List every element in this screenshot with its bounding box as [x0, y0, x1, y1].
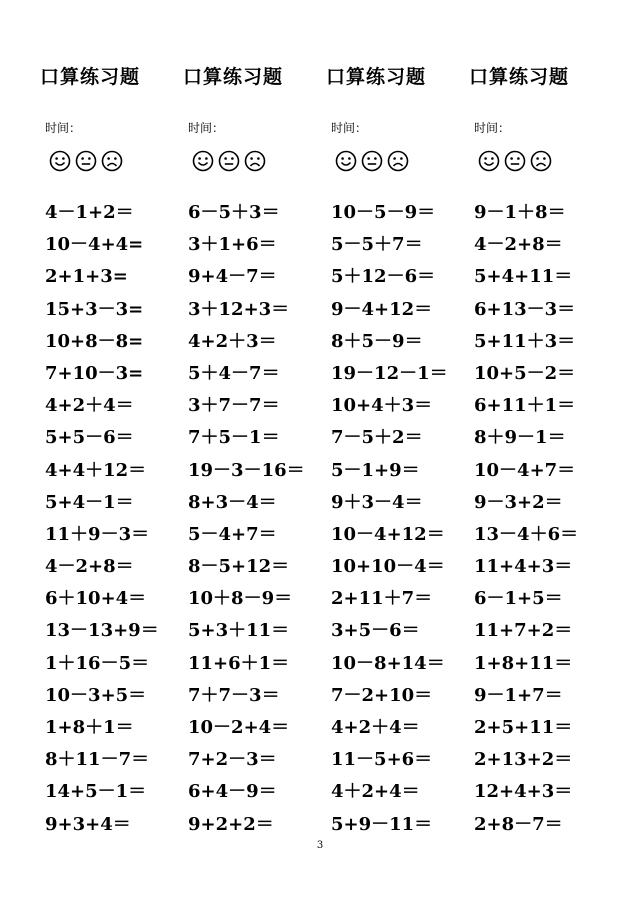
problem-item: 7－2+10＝: [331, 684, 433, 706]
time-label: 时间：: [474, 121, 511, 135]
problem-item: 5+9－11＝: [331, 813, 433, 835]
problem-item: 8＋11－7＝: [45, 749, 150, 771]
neutral-face-icon: [504, 150, 526, 172]
problem-item: 9+2+2＝: [188, 813, 274, 835]
problem-item: 11＋9－3＝: [45, 523, 150, 545]
problem-item: 7+10－3=: [45, 362, 144, 384]
problem-item: 4－2+8＝: [45, 556, 134, 578]
problem-item: 6－5＋3＝: [188, 202, 280, 223]
problem-item: 1＋16－5＝: [45, 652, 150, 674]
mood-faces: [478, 150, 552, 172]
problem-item: 10+10－4＝: [331, 556, 445, 578]
problem-item: 9－4+12＝: [331, 298, 433, 320]
frown-face-icon: [387, 150, 409, 172]
problem-item: 5＋12－6＝: [331, 266, 436, 288]
problem-item: 4+2＋4＝: [331, 717, 420, 738]
problem-item: 2+11＋7＝: [331, 588, 433, 610]
problem-item: 7－5＋2＝: [331, 427, 423, 449]
problem-item: 9－1+7＝: [474, 684, 563, 706]
smile-face-icon: [335, 150, 357, 172]
problem-item: 14+5－1＝: [45, 781, 147, 803]
problem-item: 12+4+3＝: [474, 781, 573, 803]
problem-item: 2+13+2＝: [474, 749, 573, 771]
problem-list: [188, 197, 338, 841]
problem-item: 2+5+11＝: [474, 717, 573, 738]
problem-item: 6＋10+4＝: [45, 588, 147, 610]
problem-item: 4+2＋4＝: [45, 395, 134, 417]
problem-item: 6+11＋1＝: [474, 395, 576, 417]
problem-item: 10－4+7＝: [474, 459, 576, 481]
problem-item: 3＋7－7＝: [188, 395, 280, 417]
problem-item: 9+3+4＝: [45, 813, 131, 835]
problem-item: 9－3+2＝: [474, 491, 563, 513]
problem-item: 3＋12+3＝: [188, 298, 290, 320]
problem-item: 10－4+12＝: [331, 523, 445, 545]
problem-item: 7＋5－1＝: [188, 427, 280, 449]
problem-item: 10＋8－9＝: [188, 588, 293, 610]
problem-item: 9＋3－4＝: [331, 491, 423, 513]
problem-item: 7+2－3＝: [188, 749, 277, 771]
problem-item: 8+3－4＝: [188, 491, 277, 513]
problem-item: 5－4+7＝: [188, 523, 277, 545]
column-title: 口算练习题: [39, 66, 140, 88]
problem-item: 19－12－1＝: [331, 362, 448, 384]
problem-item: 8－5+12＝: [188, 556, 290, 578]
mood-faces: [335, 150, 409, 172]
problem-item: 10+4＋3＝: [331, 395, 433, 417]
problem-item: 5+3＋11＝: [188, 620, 290, 642]
page-number: 3: [316, 840, 324, 851]
problem-list: [45, 197, 195, 841]
smile-face-icon: [49, 150, 71, 172]
time-label: 时间：: [331, 121, 368, 135]
problem-item: 6+4－9＝: [188, 781, 277, 803]
problem-item: 11+6＋1＝: [188, 652, 290, 674]
problem-item: 11－5+6＝: [331, 749, 433, 771]
problem-item: 9+4－7＝: [188, 266, 277, 288]
problem-item: 6+13－3＝: [474, 298, 576, 320]
smile-face-icon: [192, 150, 214, 172]
problem-item: 2+1+3=: [45, 266, 128, 288]
problem-item: 3＋1+6＝: [188, 234, 277, 256]
neutral-face-icon: [361, 150, 383, 172]
problem-item: 4－1+2＝: [45, 202, 134, 223]
problem-item: 5+4+11＝: [474, 266, 573, 288]
problem-item: 5+4－1＝: [45, 491, 134, 513]
problem-item: 8＋9－1＝: [474, 427, 566, 449]
problem-item: 1+8＋1＝: [45, 717, 134, 738]
problem-item: 10－3+5＝: [45, 684, 147, 706]
problem-item: 6－1+5＝: [474, 588, 563, 610]
problem-item: 10－4+4=: [45, 234, 144, 256]
problem-list: [474, 197, 624, 841]
smile-face-icon: [478, 150, 500, 172]
problem-item: 4+2＋3＝: [188, 330, 277, 352]
frown-face-icon: [530, 150, 552, 172]
problem-item: 10－5－9＝: [331, 202, 436, 223]
frown-face-icon: [101, 150, 123, 172]
problem-item: 8＋5－9＝: [331, 330, 423, 352]
problem-item: 5＋4－7＝: [188, 362, 280, 384]
problem-item: 9－1＋8＝: [474, 202, 566, 223]
problem-list: [331, 197, 481, 841]
problem-item: 11+4+3＝: [474, 556, 573, 578]
problem-item: 10+5－2＝: [474, 362, 576, 384]
column-title: 口算练习题: [468, 66, 569, 88]
problem-item: 11+7+2＝: [474, 620, 573, 642]
problem-item: 5－1+9＝: [331, 459, 420, 481]
problem-item: 4－2+8＝: [474, 234, 563, 256]
column-title: 口算练习题: [325, 66, 426, 88]
problem-item: 5+11＋3＝: [474, 330, 576, 352]
problem-item: 4＋2+4＝: [331, 781, 420, 803]
problem-item: 2+8－7＝: [474, 813, 563, 835]
problem-item: 5+5－6＝: [45, 427, 134, 449]
neutral-face-icon: [218, 150, 240, 172]
problem-item: 7＋7－3＝: [188, 684, 280, 706]
problem-item: 4+4＋12＝: [45, 459, 147, 481]
problem-item: 13－4＋6＝: [474, 523, 579, 545]
column-title: 口算练习题: [182, 66, 283, 88]
problem-item: 15+3－3=: [45, 298, 144, 320]
problem-item: 19－3－16＝: [188, 459, 305, 481]
time-label: 时间：: [188, 121, 225, 135]
problem-item: 13－13+9＝: [45, 620, 159, 642]
time-label: 时间：: [45, 121, 82, 135]
mood-faces: [192, 150, 266, 172]
problem-item: 5－5＋7＝: [331, 234, 423, 256]
problem-item: 1+8+11＝: [474, 652, 573, 674]
mood-faces: [49, 150, 123, 172]
problem-item: 10－8+14＝: [331, 652, 445, 674]
problem-item: 3+5－6＝: [331, 620, 420, 642]
frown-face-icon: [244, 150, 266, 172]
problem-item: 10+8－8=: [45, 330, 144, 352]
problem-item: 10－2+4＝: [188, 717, 290, 738]
neutral-face-icon: [75, 150, 97, 172]
